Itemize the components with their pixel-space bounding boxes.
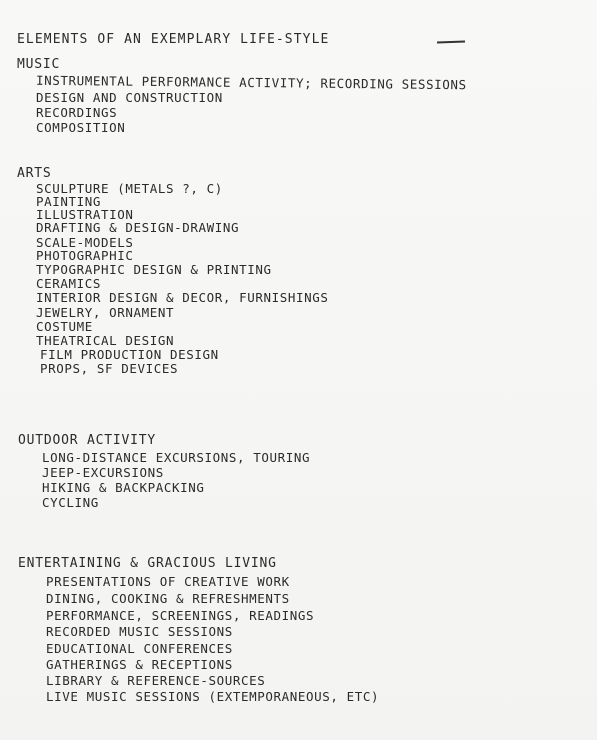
list-item: COMPOSITION xyxy=(36,120,126,135)
list-item: CYCLING xyxy=(42,495,99,510)
section-heading-entertaining: ENTERTAINING & GRACIOUS LIVING xyxy=(18,556,277,571)
list-item: PHOTOGRAPHIC xyxy=(36,248,134,263)
list-item: HIKING & BACKPACKING xyxy=(42,480,205,495)
list-item: PAINTING xyxy=(36,194,102,209)
list-item: LIBRARY & REFERENCE-SOURCES xyxy=(46,673,266,688)
list-item: FILM PRODUCTION DESIGN xyxy=(40,347,219,362)
list-item: TYPOGRAPHIC DESIGN & PRINTING xyxy=(36,262,272,277)
section-heading-arts: ARTS xyxy=(17,166,52,181)
list-item: THEATRICAL DESIGN xyxy=(36,333,175,348)
section-heading-outdoor: OUTDOOR ACTIVITY xyxy=(18,433,157,448)
list-item: PERFORMANCE, SCREENINGS, READINGS xyxy=(46,608,315,623)
list-item: COSTUME xyxy=(36,319,93,334)
list-item: JEWELRY, ORNAMENT xyxy=(36,305,175,320)
list-item: CERAMICS xyxy=(36,276,102,291)
list-item: PROPS, SF DEVICES xyxy=(40,361,179,376)
list-item: DRAFTING & DESIGN-DRAWING xyxy=(36,220,240,235)
list-item: LONG-DISTANCE EXCURSIONS, TOURING xyxy=(42,450,311,465)
list-item: LIVE MUSIC SESSIONS (EXTEMPORANEOUS, ETC) xyxy=(46,689,380,704)
list-item: INSTRUMENTAL PERFORMANCE ACTIVITY; RECORDING SESSIONS xyxy=(35,72,467,93)
list-item: ILLUSTRATION xyxy=(36,207,134,222)
list-item: EDUCATIONAL CONFERENCES xyxy=(46,641,233,656)
title-dash xyxy=(437,41,465,44)
list-item: SCULPTURE (METALS ?, C) xyxy=(36,181,223,196)
section-heading-music: MUSIC xyxy=(17,57,61,72)
list-item: JEEP-EXCURSIONS xyxy=(42,465,164,480)
list-item: SCALE-MODELS xyxy=(36,235,134,250)
list-item: RECORDED MUSIC SESSIONS xyxy=(46,624,233,639)
list-item: INTERIOR DESIGN & DECOR, FURNISHINGS xyxy=(36,290,329,305)
list-item: DINING, COOKING & REFRESHMENTS xyxy=(46,591,290,606)
list-item: DESIGN AND CONSTRUCTION xyxy=(36,90,223,105)
list-item: RECORDINGS xyxy=(36,105,118,120)
list-item: GATHERINGS & RECEPTIONS xyxy=(46,657,233,672)
list-item: PRESENTATIONS OF CREATIVE WORK xyxy=(46,574,290,589)
page-title: ELEMENTS OF AN EXEMPLARY LIFE-STYLE xyxy=(17,32,330,47)
